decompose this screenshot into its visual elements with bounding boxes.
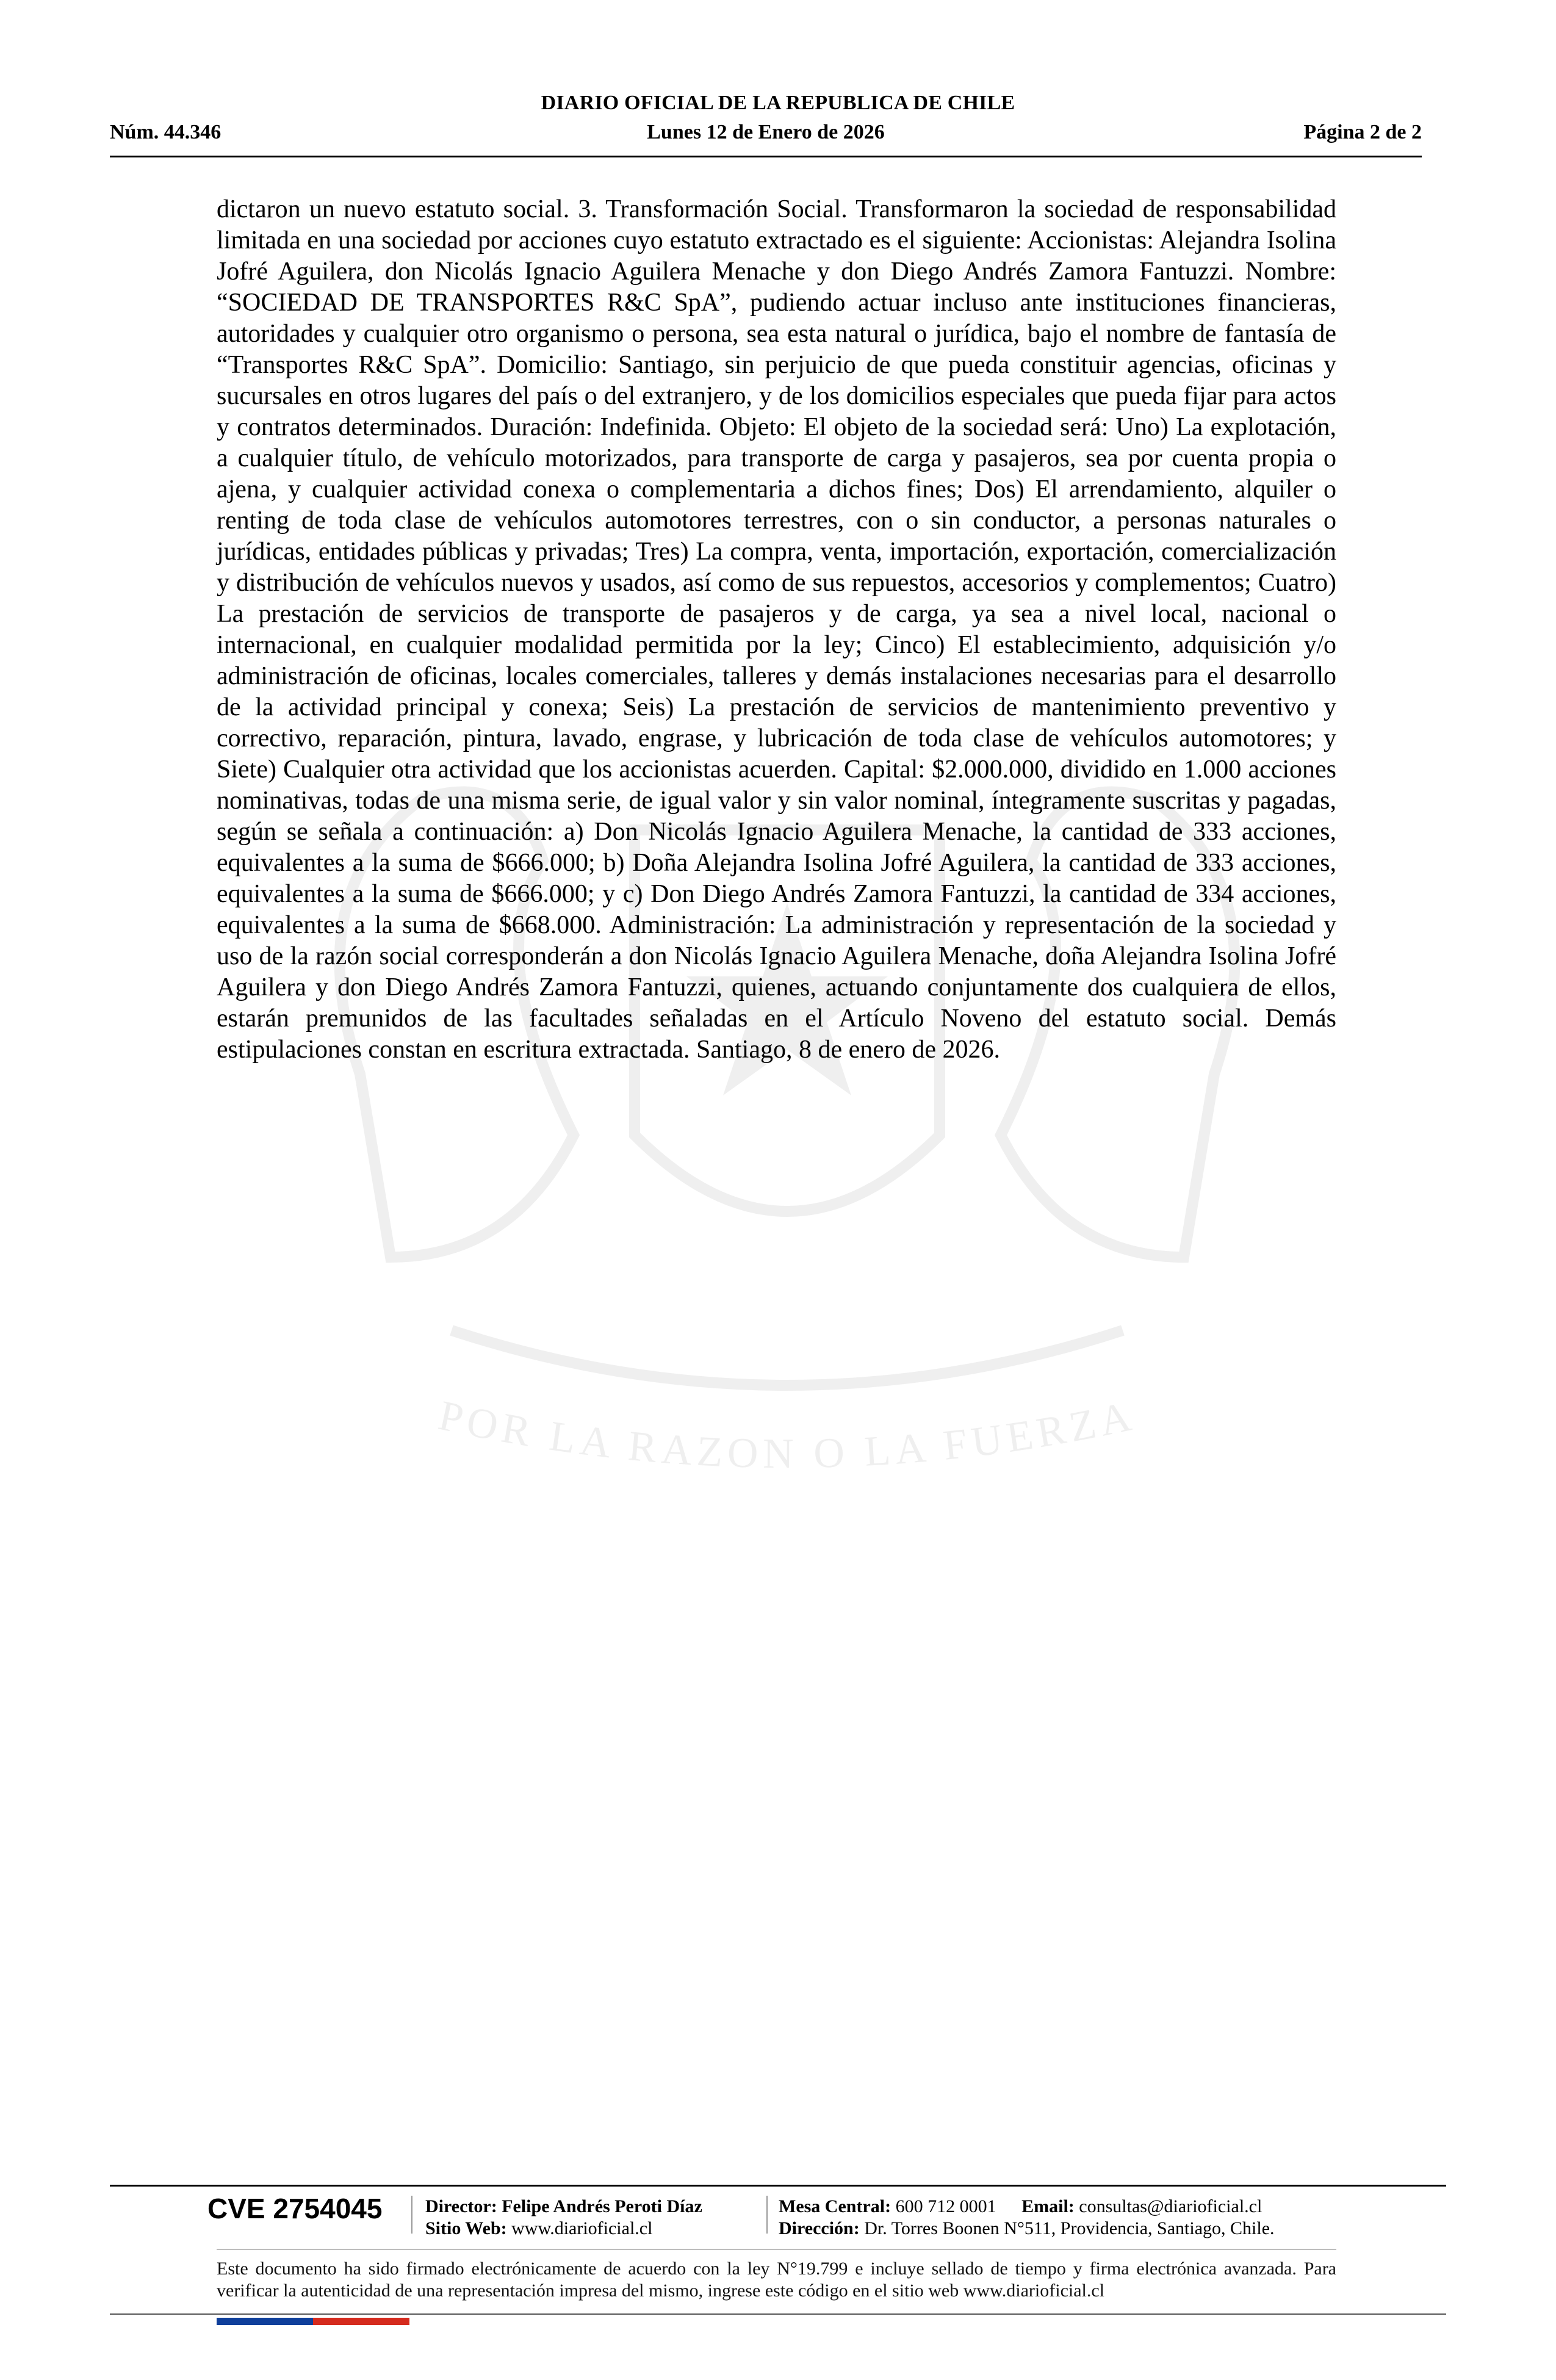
- flag-stripe-blue: [217, 2318, 313, 2325]
- footer-contact-block: [779, 2196, 1275, 2240]
- director-line: [425, 2196, 702, 2218]
- website-label: Sitio Web:: [425, 2218, 507, 2238]
- address-value: Dr. Torres Boonen N°511, Providencia, Santiago, Chile.: [864, 2218, 1275, 2238]
- header-divider: [110, 156, 1422, 157]
- address-label: Dirección:: [779, 2218, 860, 2238]
- flag-stripe-red: [313, 2318, 409, 2325]
- motto-text: POR LA RAZON O LA FUERZA: [434, 1392, 1140, 1478]
- mesa-phone: 600 712 0001: [895, 2196, 996, 2216]
- mesa-label: Mesa Central:: [779, 2196, 891, 2216]
- footer-separator: [766, 2196, 768, 2234]
- footer-divider-bottom: [110, 2313, 1446, 2315]
- issue-date: Lunes 12 de Enero de 2026: [647, 121, 885, 143]
- footer-director-block: [425, 2196, 702, 2240]
- cve-code: CVE 2754045: [207, 2193, 383, 2224]
- address-line: [779, 2218, 1275, 2240]
- website-link[interactable]: www.diarioficial.cl: [511, 2218, 653, 2238]
- email-link[interactable]: consultas@diarioficial.cl: [1079, 2196, 1262, 2216]
- footer-divider-inner: [217, 2249, 1336, 2250]
- footer-divider-top: [110, 2185, 1446, 2187]
- page-number: Página 2 de 2: [1303, 121, 1422, 143]
- article-body: dictaron un nuevo estatuto social. 3. Transformación Social. Transformaron la sociedad de responsabilidad limitada en una sociedad por acciones cuyo estatuto extractado es el siguiente: Accionistas: Alejandra Isolina Jofré Aguilera, don Nicolás Ignacio Aguilera Menache y don Diego Andrés Zamora Fantuzzi. Nombre: “SOCIEDAD DE TRANSPORTES R&C SpA”, pudiendo actuar incluso ante instituciones financieras, autoridades y cualquier otro organismo o persona, sea esta natural o jurídica, bajo el nombre de fantasía de “Transportes R&C SpA”. Domicilio: Santiago, sin perjuicio de que pueda constituir agencias, oficinas y sucursales en otros lugares del país o del extranjero, y de los domicilios especiales que pueda fijar para actos y contratos determinados. Duración: Indefinida. Objeto: El objeto de la sociedad será: Uno) La explotación, a cualquier título, de vehículo motorizados, para transporte de carga y pasajeros, sea por cuenta propia o ajena, y cualquier actividad conexa o complementaria a dichos fines; Dos) El arrendamiento, alquiler o renting de toda clase de vehículos automotores terrestres, con o sin conductor, a personas naturales o jurídicas, entidades públicas y privadas; Tres) La compra, venta, importación, exportación, comercialización y distribución de vehículos nuevos y usados, así como de sus repuestos, accesorios y complementos; Cuatro) La prestación de servicios de transporte de pasajeros y de carga, ya sea a nivel local, nacional o internacional, en cualquier modalidad permitida por la ley; Cinco) El establecimiento, adquisición y/o administración de oficinas, locales comerciales, talleres y demás instalaciones necesarias para el desarrollo de la actividad principal y conexa; Seis) La prestación de servicios de mantenimiento preventivo y correctivo, reparación, pintura, lavado, engrase, y lubricación de toda clase de vehículos automotores; y Siete) Cualquier otra actividad que los accionistas acuerden. Capital: $2.000.000, dividido en 1.000 acciones nominativas, todas de una misma serie, de igual valor y sin valor nominal, íntegramente suscritas y pagadas, según se señala a continuación: a) Don Nicolás Ignacio Aguilera Menache, la cantidad de 333 acciones, equivalentes a la suma de $666.000; b) Doña Alejandra Isolina Jofré Aguilera, la cantidad de 333 acciones, equivalentes a la suma de $666.000; y c) Don Diego Andrés Zamora Fantuzzi, la cantidad de 334 acciones, equivalentes a la suma de $668.000. Administración: La administración y representación de la sociedad y uso de la razón social corresponderán a don Nicolás Ignacio Aguilera Menache, doña Alejandra Isolina Jofré Aguilera y don Diego Andrés Zamora Fantuzzi, quienes, actuando conjuntamente dos cualquiera de ellos, estarán premunidos de las facultades señaladas en el Artículo Noveno del estatuto social. Demás estipulaciones constan en escritura extractada. Santiago, 8 de enero de 2026.: [217, 195, 1336, 1064]
- director-name: Felipe Andrés Peroti Díaz: [502, 2196, 702, 2216]
- newspaper-title: DIARIO OFICIAL DE LA REPUBLICA DE CHILE: [541, 92, 1015, 114]
- website-line: [425, 2218, 702, 2240]
- svg-text:POR LA RAZON O LA FUERZA: [434, 1392, 1140, 1477]
- email-label: Email:: [1021, 2196, 1075, 2216]
- contact-line: [779, 2196, 1275, 2218]
- director-label: Director:: [425, 2196, 497, 2216]
- footer-separator: [411, 2196, 412, 2234]
- issue-number: Núm. 44.346: [110, 121, 222, 143]
- legal-notice: Este documento ha sido firmado electrónicamente de acuerdo con la ley N°19.799 e incluye sellado de tiempo y firma electrónica avanzada. Para verificar la autenticidad de una representación impresa del mismo, ingrese este código en el sitio web www.diarioficial.cl: [217, 2259, 1336, 2301]
